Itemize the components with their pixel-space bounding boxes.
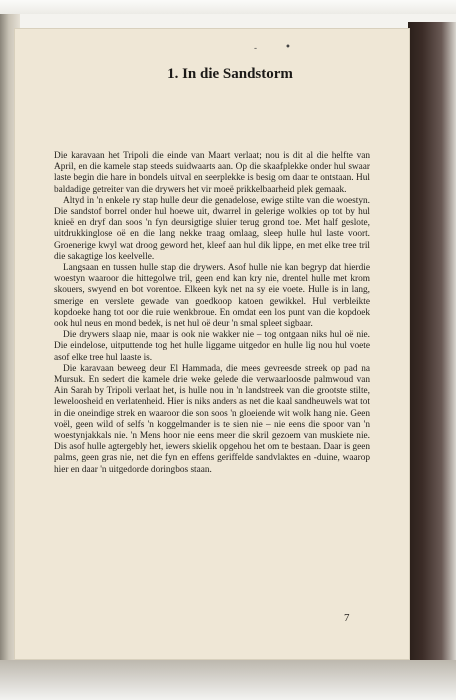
chapter-body [54, 151, 370, 476]
paragraph: Die karavaan beweeg deur El Hammada, die mees gevreesde streek op pad na Mursuk. En sedert die kamele drie weke gelede die verwaarloosde palmwoud van Ain Sarah by Tripoli verlaat het, is hulle nou in 'n landstreek van die grootste stilte, leweloosheid en verlatenheid. Hier is niks anders as net die kaal sandheuwels wat tot in die oneindige strek en waaroor die son soos 'n gloeiende wit wolk hang nie. Geen voël, geen wild of selfs 'n koggelmander is te sien nie – nie eens die spoor van 'n woestynjakkals nie. 'n Mens hoor nie eens meer die skril gezoem van muskiete nie. Dis asof hulle agtergebly het, iewers skielik opgehou het om te bestaan. Daar is geen palms, geen gras nie, net die fyn en effens geriffelde sandvlaktes en -duine, waarop hier en daar 'n uitgedorde doringbos staan. [54, 363, 370, 475]
page-number: 7 [344, 612, 350, 624]
page-bottom-shadow [0, 660, 456, 700]
book-top-edge [0, 0, 456, 14]
paragraph: Altyd in 'n enkele ry stap hulle deur die genadelose, ewige stilte van die woestyn. Die sandstof borrel onder hul hoewe uit, dwarrel in gelerige wolkies op tot by hul knieë en dryf dan soos 'n fyn deursigtige sluier terug grond toe. Met half geslote, uitdrukkinglose oë en die lang nekke traag omlaag, sleep hulle hul laste voort. Groenerige kwyl wat droog geword het, kleef aan hul dik lippe, en met elke tree tril die sakagtige los keelvelle. [54, 195, 370, 262]
paragraph: Die karavaan het Tripoli die einde van Maart verlaat; nou is dit al die helfte van April, en die kamele stap steeds suidwaarts aan. Op die skaafplekke onder hul swaar laste begin die hare in bondels uitval en seerplekke is besig om daar te ontstaan. Hul baldadige getreiter van die drywers het vir moeë prikkelbaarheid plek gemaak. [54, 151, 370, 195]
page-edge-shadow [408, 22, 456, 668]
scan-speck: • [285, 42, 291, 53]
scan-speck: - [254, 44, 258, 54]
paragraph: Die drywers slaap nie, maar is ook nie wakker nie – tog ontgaan niks hul oë nie. Die eindelose, uitputtende tog het hulle liggame uitgedor en hulle lig nou hul voete asof elke tree hul laaste is. [54, 330, 370, 363]
paragraph: Langsaan en tussen hulle stap die drywers. Asof hulle nie kan begryp dat hierdie woestyn waaroor die hittegolwe tril, geen end kan kry nie, drentel hulle met krom skouers, swyend en bot vorentoe. Elkeen kyk net na sy eie voete. Hulle is in lang, smerige en verslete gewade van goedkoop katoen gewikkel. Hul verbleikte kopdoeke hang tot oor die ruie wenkbroue. En omdat een los punt van die kopdoek ook hul neus en mond bedek, is net hul oë deur 'n smal spleet sigbaar. [54, 263, 370, 330]
chapter-title: 1. In die Sandstorm [167, 66, 293, 82]
